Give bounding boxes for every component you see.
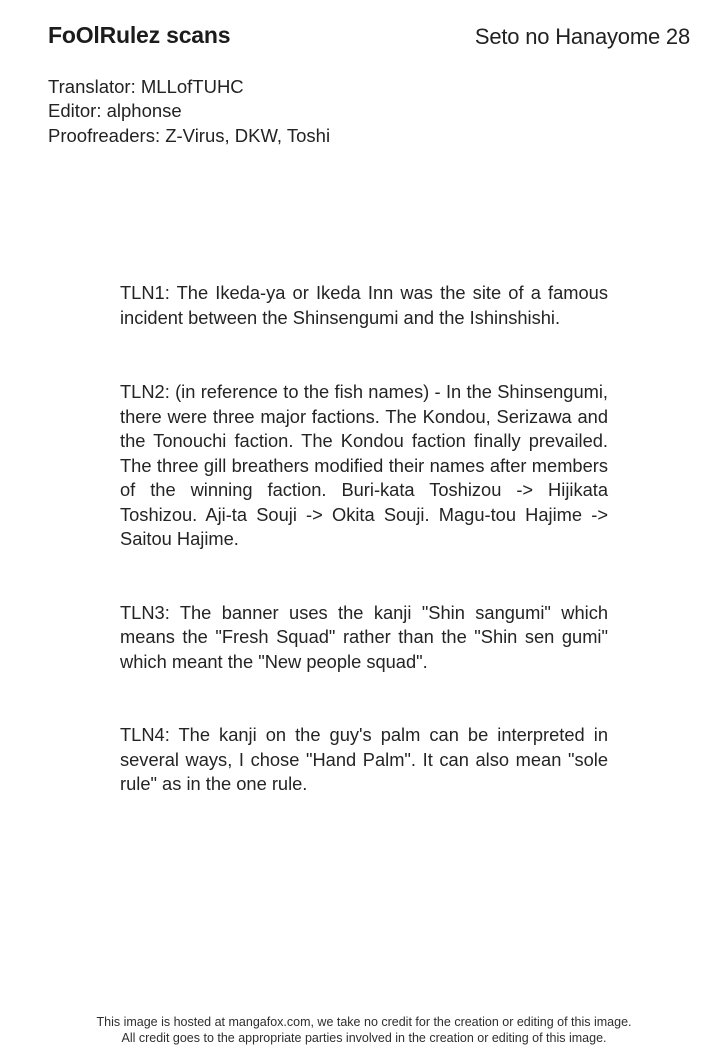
credit-translator: Translator: MLLofTUHC (48, 76, 244, 97)
translator-note-tln4: TLN4: The kanji on the guy's palm can be interpreted in several ways, I chose "Hand Palm". It can also mean "sole rule" as in the one rule. (120, 724, 608, 794)
credits-block (48, 75, 330, 148)
credit-editor: Editor: alphonse (48, 100, 182, 122)
hosting-disclaimer-line1: This image is hosted at mangafox.com, we take no credit for the creation or editing of this image. (96, 1015, 632, 1029)
translator-note-tln2: TLN2: (in reference to the fish names) - In the Shinsengumi, there were three major factions. The Kondou, Serizawa and the Tonouchi faction. The Kondou faction finally prevailed. The three gill breathers modified their names after members of the winning faction. Buri-kata Toshizou -> Hijikata Toshizou. Aji-ta Souji -> Okita Souji. Magu-tou Hajime -> Saitou Hajime. (120, 381, 608, 549)
credit-proofreaders: Proofreaders: Z-Virus, DKW, Toshi (48, 124, 331, 146)
translator-note-tln1: TLN1: The Ikeda-ya or Ikeda Inn was the site of a famous incident between the Shinsengumi and the Ishinshishi. (120, 282, 608, 328)
translator-notes-block (120, 281, 608, 797)
translator-note-tln3: TLN3: The banner uses the kanji "Shin sangumi" which means the "Fresh Squad" rather than the "Shin sen gumi" which meant the "New people squad". (120, 601, 608, 672)
series-chapter-title: Seto no Hanayome 28 (474, 24, 690, 49)
hosting-disclaimer-line2: All credit goes to the appropriate parties involved in the creation or editing of this image. (121, 1030, 607, 1045)
scan-group-title: FoOlRulez scans (48, 22, 231, 48)
hosting-disclaimer (0, 1015, 728, 1046)
